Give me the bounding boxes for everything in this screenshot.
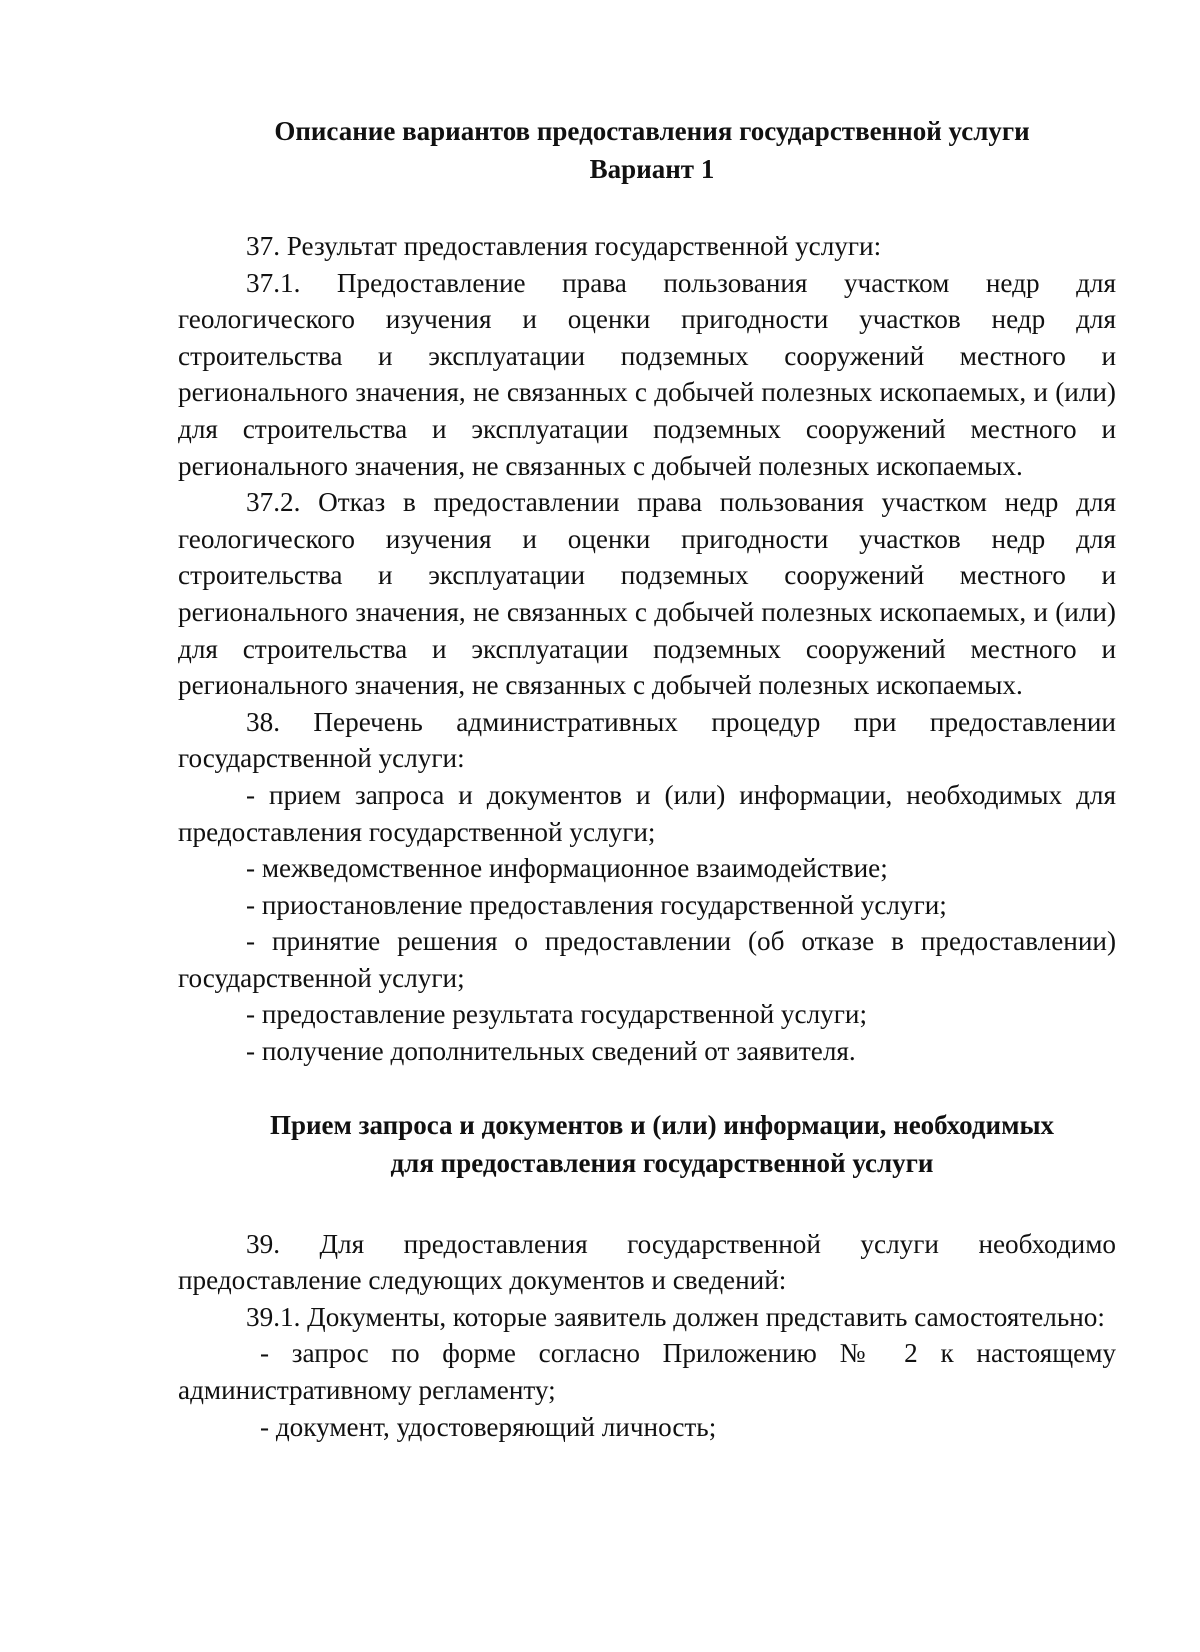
list-item: - документ, удостоверяющий личность;: [260, 1411, 717, 1442]
paragraph-38: 38. Перечень административных процедур при предоставлении государственной услуги:: [178, 706, 1116, 774]
section-heading-line: Прием запроса и документов и (или) информации, необходимых: [269, 1109, 1055, 1140]
document-content: [178, 112, 1116, 1445]
list-item: - принятие решения о предоставлении (об отказе в предоставлении) государственной услуги;: [178, 926, 1116, 993]
paragraph-37-2: 37.2. Отказ в предоставлении права пользования участком недр для геологического изучения и оценки пригодности участков недр для строительства и эксплуатации подземных сооружений местного и регионального значения, не связанных с добычей полезных ископаемых, и (или) для строительства и эксплуатации подземных сооружений местного и регионального значения, не связанных с добычей полезных ископаемых.: [178, 487, 1116, 701]
section-heading-line: Описание вариантов предоставления государственной услуги: [274, 116, 1030, 146]
list-item: - прием запроса и документов и (или) информации, необходимых для предоставления государственной услуги;: [178, 779, 1116, 847]
list-item: - предоставление результата государственной услуги;: [246, 999, 868, 1030]
paragraph-37-1: 37.1. Предоставление права пользования участком недр для геологического изучения и оценки пригодности участков недр для строительства и эксплуатации подземных сооружений местного и регионального значения, не связанных с добычей полезных ископаемых, и (или) для строительства и эксплуатации подземных сооружений местного и регионального значения, не связанных с добычей полезных ископаемых.: [178, 267, 1116, 481]
list-item: - получение дополнительных сведений от заявителя.: [246, 1036, 856, 1067]
list-item: - запрос по форме согласно Приложению № 2 к настоящему административному регламенту;: [178, 1338, 1116, 1406]
list-item: - приостановление предоставления государственной услуги;: [246, 889, 947, 920]
section-heading-request: [178, 1106, 1116, 1182]
paragraph-39-1: 39.1. Документы, которые заявитель должен представить самостоятельно:: [246, 1301, 1105, 1332]
section-heading-variants: [188, 112, 1116, 188]
list-item: - межведомственное информационное взаимодействие;: [246, 853, 888, 884]
body-block-b: [178, 1226, 1116, 1446]
section-heading-line: для предоставления государственной услуги: [390, 1147, 934, 1178]
paragraph-39: 39. Для предоставления государственной услуги необходимо предоставление следующих документов и сведений:: [178, 1228, 1116, 1296]
paragraph-37: 37. Результат предоставления государственной услуги:: [246, 231, 882, 261]
section-subheading-variant: Вариант 1: [589, 154, 715, 184]
body-block-a: [178, 228, 1116, 1070]
